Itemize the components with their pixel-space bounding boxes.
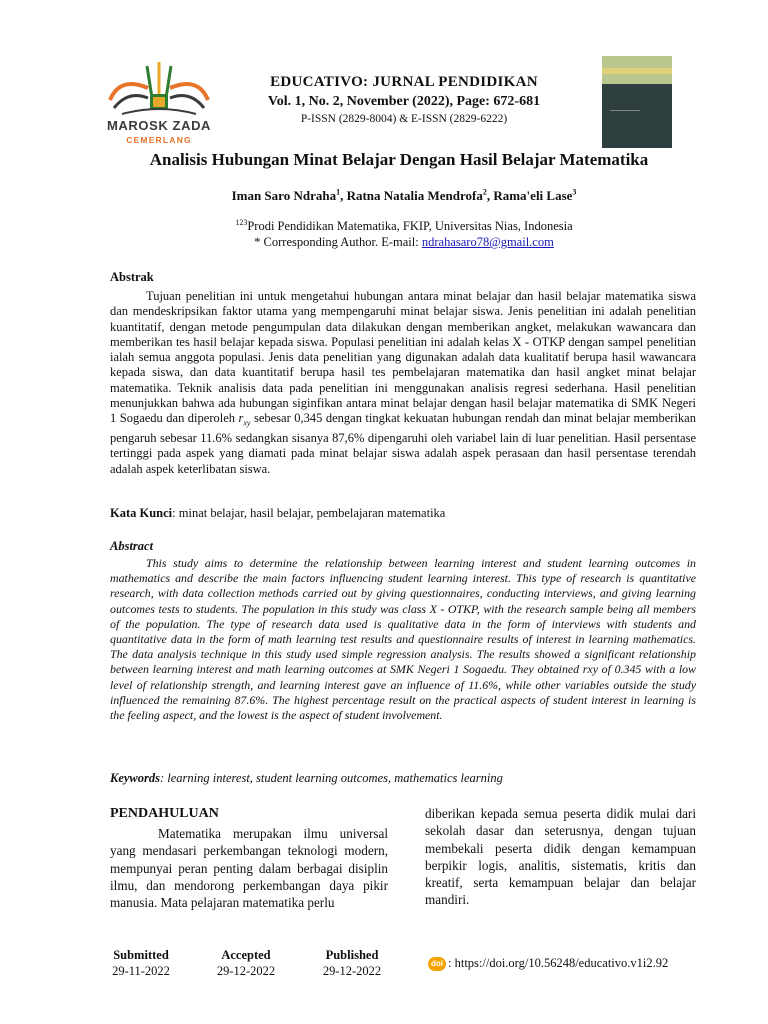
abstrak-heading: Abstrak (110, 270, 154, 284)
abstrak-body (110, 289, 696, 477)
abstract-text: This study aims to determine the relationship between learning interest and student learning outcomes in mathematics and describe the main factors influencing student learning interest. This type of research is quantitative research, with data collection methods carried out by giving questionnaires, conducting interviews, and giving learning outcomes tests to students. The population in this study was class X - OTKP, with the research sample being all members of the population. The type of research data used is qualitative data in the form of interviews with students and quantitative data in the form of math learning test results and questionnaire results of interest in learning mathematics. The data analysis technique in this study used simple regression analysis. The results showed a significant relationship between learning interest and math learning outcomes at SMK Negeri 1 Sogaedu. They obtained rxy of 0.345 with a low level of relationship strength, and learning interest gave an influence of 11.6%, while other variables outside the study influenced the remaining 87.6%. The highest percentage result on the practical aspects of student interest in learning is the feeling aspect, and the lowest is the aspect of student involvement. (110, 556, 696, 723)
journal-name: EDUCATIVO: JURNAL PENDIDIKAN (270, 74, 538, 90)
doi-link[interactable] (428, 956, 668, 971)
keywords-label: Keywords (110, 771, 160, 785)
corresponding-author (0, 235, 768, 250)
submitted-date: 29-11-2022 (112, 964, 170, 978)
intro-right-column (425, 805, 696, 909)
author-separator: , (340, 188, 347, 203)
author-affiliation-index: 3 (572, 187, 577, 197)
paper-title: Analisis Hubungan Minat Belajar Dengan Hasil Belajar Matematika (149, 150, 649, 169)
author-separator: , (486, 188, 494, 203)
journal-issn: P-ISSN (2829-8004) & E-ISSN (2829-6222) (300, 113, 508, 125)
journal-cover-thumbnail (602, 56, 672, 148)
keywords (110, 771, 503, 786)
abstrak-text-part2: sebesar 0,345 dengan tingkat kekuatan hubungan rendah dan minat belajar memberikan pengaruh sebesar 11.6% sedangkan sisanya 87,6% dipengaruhi oleh variabel lain di luar penelitian. Hasil persentase tertinggi pada aspek yang diamati pada minat belajar siswa adalah aspek perasaan dan hasil persentase terendah adalah aspek keterlibatan siswa. (110, 411, 696, 476)
section-heading-pendahuluan: PENDAHULUAN (110, 806, 219, 821)
intro-right-text: diberikan kepada semua peserta didik mulai dari sekolah dasar dan seterusnya, dengan tujuan membekali peserta didik dengan kemampuan berpikir logis, analitis, sistematis, kritis dan kreatif, serta kemampuan belajar dan belajar mandiri. (425, 806, 696, 908)
author-name: Ratna Natalia Mendrofa (346, 188, 483, 203)
doi-icon: doi (428, 957, 446, 971)
cover-figure (610, 90, 640, 111)
logo-text-main: MAROSK ZADA (106, 118, 212, 133)
intro-left-column (110, 825, 388, 911)
accepted-date: 29-12-2022 (216, 964, 276, 978)
intro-left-text: Matematika merupakan ilmu universal yang mendasari perkembangan teknologi modern, mempunyai peran penting dalam berbagai disiplin ilmu, dan mendorong perkembangan daya pikir manusia. Mata pelajaran matematika perlu (110, 826, 388, 911)
corresponding-label: * Corresponding Author. E-mail: (254, 235, 422, 249)
author-affiliation-index: 1 (336, 187, 341, 197)
author-name: Rama'eli Lase (493, 188, 573, 203)
abstract-body (110, 556, 696, 723)
author-name: Iman Saro Ndraha (231, 188, 337, 203)
doi-text[interactable]: : https://doi.org/10.56248/educativo.v1i2.92 (448, 956, 669, 970)
author-affiliation-index: 2 (482, 187, 487, 197)
kata-kunci-text: : minat belajar, hasil belajar, pembelajaran matematika (172, 506, 446, 520)
abstract-heading: Abstract (110, 539, 154, 553)
keywords-text: : learning interest, student learning outcomes, mathematics learning (160, 771, 503, 785)
abstrak-text-part1: Tujuan penelitian ini untuk mengetahui hubungan antara minat belajar dan hasil belajar matematika siswa dan mendeskripsikan faktor utama yang mempengaruhi minat belajar siswa. Jenis penelitian ini adalah penelitian kuantitatif, dengan metode pengumpulan data dilakukan dengan memberikan angket, melakukan wawancara dan memberikan tes hasil belajar kepada siswa. Populasi penelitian ini adalah kelas X - OTKP dengan sampel penelitian ialah semua anggota populasi. Jenis data penelitian yang digunakan adalah data kualitatif berupa hasil wawancara kepada siswa, dan data kuantitatif berupa hasil tes pembelajaran matematika dan hasil angket minat belajar matematika. Teknik analisis data pada penelitian ini menggunakan analisis regresi sederhana. Hasil penelitian menunjukkan bahwa ada hubungan siginfikan antara minat belajar dengan hasil belajar matematika di SMK Negeri 1 Sogaedu dan diperoleh (110, 289, 696, 426)
logo-text-sub: CEMERLANG (126, 135, 192, 145)
affiliation-index: 123 (235, 217, 248, 227)
kata-kunci (110, 506, 445, 521)
affiliation (0, 219, 768, 234)
published-label: Published (325, 948, 379, 962)
affiliation-text: Prodi Pendidikan Matematika, FKIP, Universitas Nias, Indonesia (247, 219, 573, 233)
submitted-label: Submitted (113, 948, 169, 962)
journal-volume: Vol. 1, No. 2, November (2022), Page: 672-681 (267, 94, 541, 109)
rxy-subscript: xy (243, 418, 251, 428)
rxy-symbol: r (238, 411, 244, 426)
published-date: 29-12-2022 (322, 964, 382, 978)
author-list (0, 188, 768, 204)
accepted-label: Accepted (221, 948, 271, 962)
kata-kunci-label: Kata Kunci (110, 506, 173, 520)
email-link[interactable]: ndrahasaro78@gmail.com (421, 235, 554, 249)
cover-title-band (602, 68, 672, 74)
